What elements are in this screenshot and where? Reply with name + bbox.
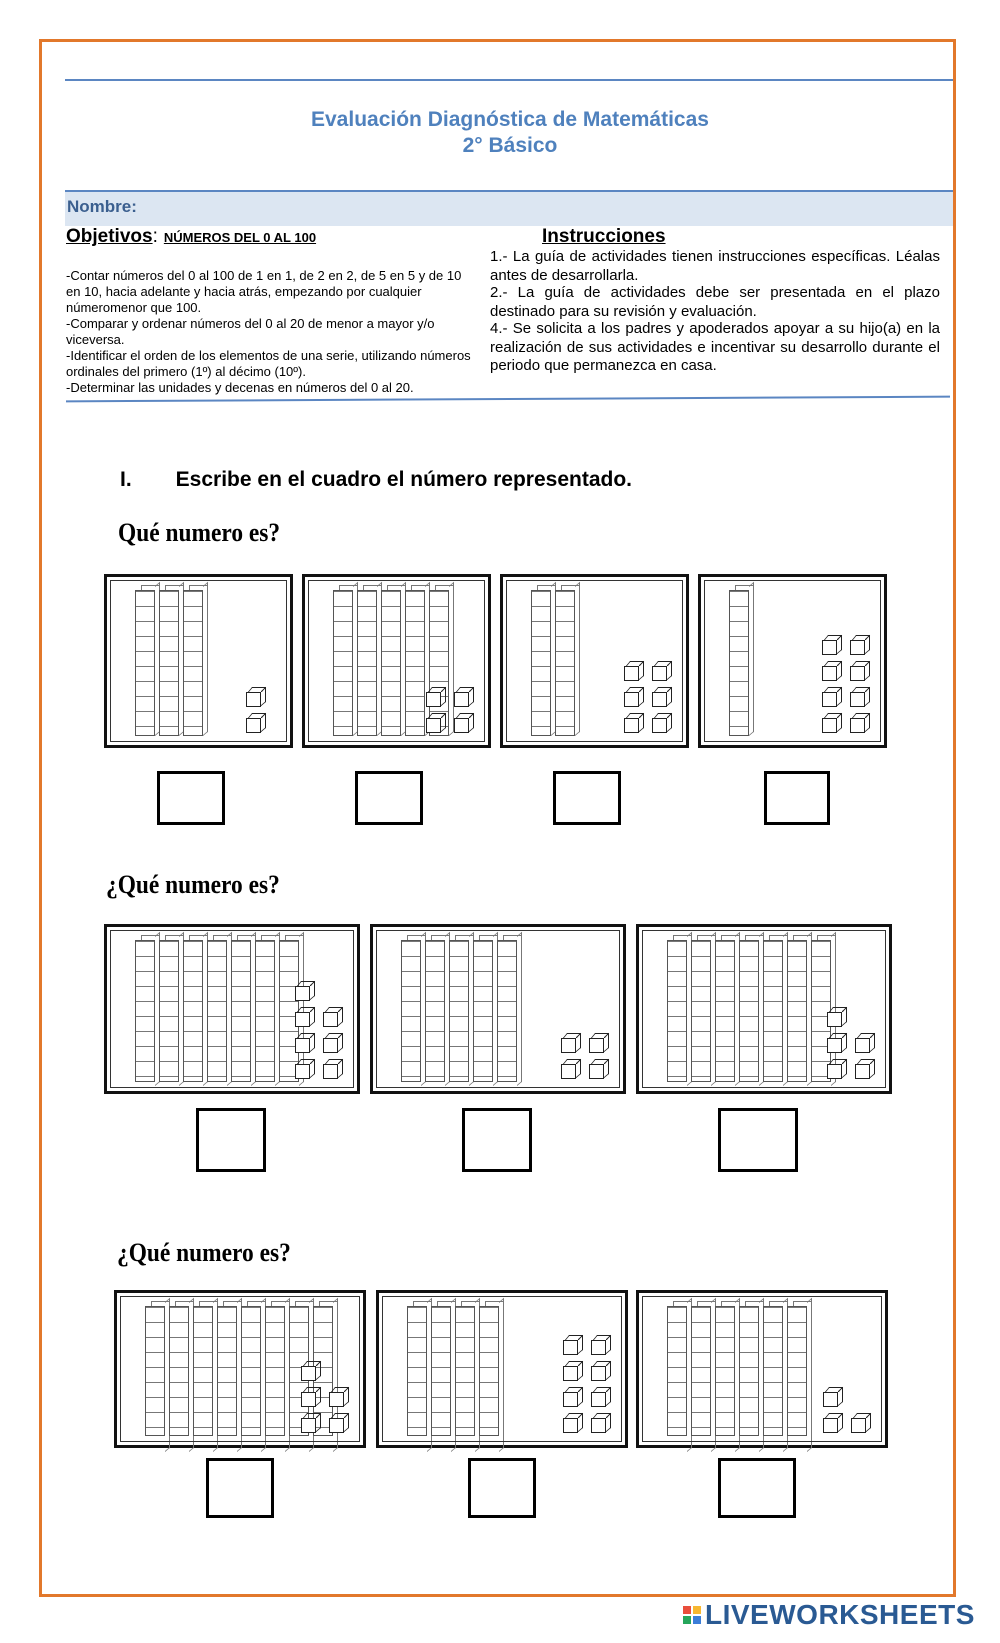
objectives-topic: NÚMEROS DEL 0 AL 100: [163, 230, 317, 245]
ten-rod: [193, 1306, 213, 1436]
ten-rod: [279, 940, 299, 1082]
unit-cube: [329, 1392, 344, 1407]
ten-rod: [739, 940, 759, 1082]
ten-rod: [231, 940, 251, 1082]
instructions-heading: Instrucciones: [542, 226, 666, 247]
liveworksheets-logo: [683, 1598, 975, 1632]
answer-box[interactable]: [468, 1458, 536, 1518]
unit-cube: [827, 1012, 842, 1027]
unit-cube: [850, 718, 865, 733]
ten-rod: [455, 1306, 475, 1436]
ten-rod: [407, 1306, 427, 1436]
unit-cube: [652, 692, 667, 707]
unit-cube: [850, 640, 865, 655]
unit-cube: [822, 718, 837, 733]
question-title: ¿Qué numero es?: [106, 870, 280, 899]
unit-cube: [301, 1366, 316, 1381]
ten-rod: [159, 590, 179, 736]
ten-rod: [555, 590, 575, 736]
ten-rod: [381, 590, 401, 736]
answer-box[interactable]: [157, 771, 225, 825]
objective-item: -Contar números del 0 al 100 de 1 en 1, de 2 en 2, de 5 en 5 y de 10 en 10, hacia adelante y hacia atrás, empezando por cualquier númeromenor que 100.: [66, 268, 462, 315]
objectives-heading: [66, 226, 316, 248]
ten-rod: [313, 1306, 333, 1436]
unit-cube: [855, 1064, 870, 1079]
ten-rod: [401, 940, 421, 1082]
question-title: Qué numero es?: [118, 518, 281, 547]
base-ten-panel: [636, 924, 892, 1094]
unit-cube: [822, 666, 837, 681]
unit-cube: [591, 1418, 606, 1433]
unit-cube: [589, 1064, 604, 1079]
ten-rod: [405, 590, 425, 736]
unit-cube: [563, 1366, 578, 1381]
unit-cube: [563, 1340, 578, 1355]
ten-rod: [787, 1306, 807, 1436]
unit-cube: [591, 1366, 606, 1381]
instruction-item: 4.- Se solicita a los padres y apoderados apoyar a su hijo(a) en la realización de sus actividades e incentivar su desarrollo durante el periodo que permanezca en casa.: [490, 320, 940, 374]
section-number: I.: [120, 468, 132, 491]
instruction-item: 2.- La guía de actividades debe ser presentada en el plazo destinado para su revisión y evaluación.: [490, 284, 940, 320]
base-ten-panel: [698, 574, 887, 748]
unit-cube: [295, 1012, 310, 1027]
unit-cube: [246, 718, 261, 733]
unit-cube: [246, 692, 261, 707]
ten-rod: [183, 940, 203, 1082]
ten-rod: [357, 590, 377, 736]
answer-box[interactable]: [196, 1108, 266, 1172]
objective-item: -Identificar el orden de los elementos de una serie, utilizando números ordinales del primero (1º) al décimo (10º).: [66, 348, 471, 379]
objectives-label: Objetivos: [66, 226, 153, 247]
ten-rod: [159, 940, 179, 1082]
ten-rod: [449, 940, 469, 1082]
ten-rod: [207, 940, 227, 1082]
unit-cube: [301, 1392, 316, 1407]
name-label: Nombre:: [67, 197, 137, 216]
unit-cube: [652, 666, 667, 681]
unit-cube: [295, 1064, 310, 1079]
ten-rod: [811, 940, 831, 1082]
ten-rod: [763, 940, 783, 1082]
section-heading: [120, 468, 632, 492]
unit-cube: [561, 1038, 576, 1053]
unit-cube: [591, 1392, 606, 1407]
ten-rod: [667, 1306, 687, 1436]
ten-rod: [241, 1306, 261, 1436]
base-ten-panel: [636, 1290, 888, 1448]
base-ten-panel: [370, 924, 626, 1094]
base-ten-panel: [114, 1290, 366, 1448]
unit-cube: [426, 718, 441, 733]
unit-cube: [329, 1418, 344, 1433]
top-rule: [65, 79, 953, 81]
base-ten-panel: [104, 924, 360, 1094]
unit-cube: [323, 1038, 338, 1053]
unit-cube: [855, 1038, 870, 1053]
ten-rod: [497, 940, 517, 1082]
ten-rod: [667, 940, 687, 1082]
unit-cube: [561, 1064, 576, 1079]
answer-box[interactable]: [462, 1108, 532, 1172]
ten-rod: [169, 1306, 189, 1436]
answer-box[interactable]: [718, 1108, 798, 1172]
unit-cube: [822, 640, 837, 655]
ten-rod: [429, 590, 449, 736]
unit-cube: [652, 718, 667, 733]
ten-rod: [431, 1306, 451, 1436]
unit-cube: [823, 1418, 838, 1433]
instruction-item: 1.- La guía de actividades tienen instrucciones específicas. Léalas antes de desarrollarla.: [490, 248, 940, 284]
logo-text: LIVEWORKSHEETS: [705, 1599, 975, 1630]
unit-cube: [295, 986, 310, 1001]
unit-cube: [850, 666, 865, 681]
ten-rod: [333, 590, 353, 736]
unit-cube: [589, 1038, 604, 1053]
unit-cube: [827, 1064, 842, 1079]
unit-cube: [454, 692, 469, 707]
ten-rod: [255, 940, 275, 1082]
answer-box[interactable]: [206, 1458, 274, 1518]
ten-rod: [473, 940, 493, 1082]
ten-rod: [691, 940, 711, 1082]
unit-cube: [624, 692, 639, 707]
name-bar: [65, 190, 953, 226]
unit-cube: [563, 1392, 578, 1407]
ten-rod: [715, 1306, 735, 1436]
ten-rod: [729, 590, 749, 736]
base-ten-panel: [302, 574, 491, 748]
ten-rod: [739, 1306, 759, 1436]
answer-box[interactable]: [553, 771, 621, 825]
ten-rod: [145, 1306, 165, 1436]
ten-rod: [217, 1306, 237, 1436]
objective-item: -Comparar y ordenar números del 0 al 20 de menor a mayor y/o viceversa.: [66, 316, 435, 347]
unit-cube: [850, 692, 865, 707]
base-ten-panel: [104, 574, 293, 748]
objectives-colon: :: [152, 226, 158, 247]
ten-rod: [531, 590, 551, 736]
question-title: ¿Qué numero es?: [117, 1238, 291, 1267]
logo-icon: [683, 1606, 701, 1624]
unit-cube: [822, 692, 837, 707]
unit-cube: [323, 1012, 338, 1027]
unit-cube: [563, 1418, 578, 1433]
unit-cube: [323, 1064, 338, 1079]
ten-rod: [135, 940, 155, 1082]
ten-rod: [479, 1306, 499, 1436]
unit-cube: [827, 1038, 842, 1053]
ten-rod: [425, 940, 445, 1082]
unit-cube: [624, 718, 639, 733]
unit-cube: [591, 1340, 606, 1355]
answer-box[interactable]: [355, 771, 423, 825]
ten-rod: [691, 1306, 711, 1436]
ten-rod: [183, 590, 203, 736]
unit-cube: [295, 1038, 310, 1053]
ten-rod: [135, 590, 155, 736]
unit-cube: [624, 666, 639, 681]
unit-cube: [301, 1418, 316, 1433]
ten-rod: [763, 1306, 783, 1436]
unit-cube: [851, 1418, 866, 1433]
ten-rod: [787, 940, 807, 1082]
answer-box[interactable]: [718, 1458, 796, 1518]
ten-rod: [289, 1306, 309, 1436]
unit-cube: [426, 692, 441, 707]
unit-cube: [823, 1392, 838, 1407]
answer-box[interactable]: [764, 771, 830, 825]
page-title: Evaluación Diagnóstica de Matemáticas: [311, 108, 709, 131]
base-ten-panel: [376, 1290, 628, 1448]
page-subtitle: 2° Básico: [462, 134, 558, 157]
ten-rod: [715, 940, 735, 1082]
base-ten-panel: [500, 574, 689, 748]
ten-rod: [265, 1306, 285, 1436]
unit-cube: [454, 718, 469, 733]
objective-item: -Determinar las unidades y decenas en números del 0 al 20.: [66, 380, 414, 395]
section-text: Escribe en el cuadro el número representado.: [175, 468, 632, 491]
